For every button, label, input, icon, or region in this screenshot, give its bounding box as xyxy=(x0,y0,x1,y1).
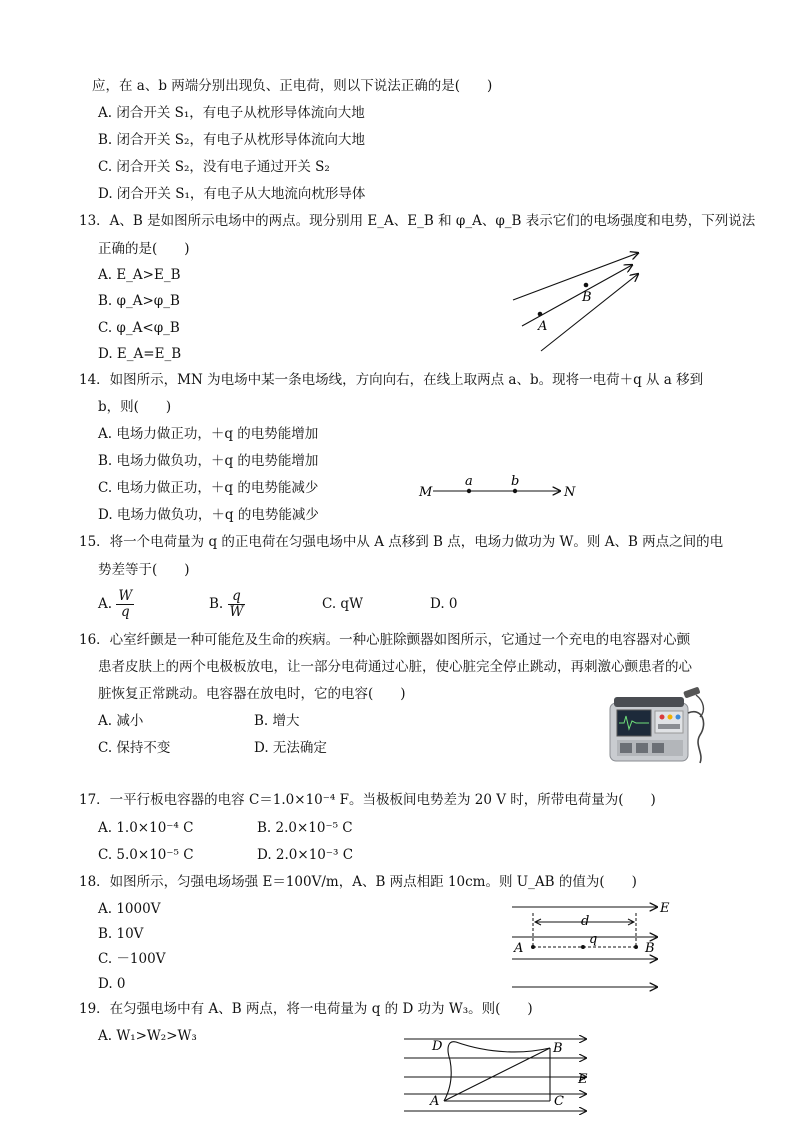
q12-option-d: D. 闭合开关 S₁，有电子从大地流向枕形导体 xyxy=(98,186,366,202)
q18-label-b: B xyxy=(645,941,655,956)
q14-stem-line1: 14．如图所示，MN 为电场中某一条电场线，方向向右，在线上取两点 a、b。现将一电荷＋q 从 a 移到 xyxy=(79,372,704,388)
q16-stem-line1: 16．心室纤颤是一种可能危及生命的疾病。一种心脏除颤器如图所示，它通过一个充电的电容器对心颤 xyxy=(79,632,691,648)
q13-stem-line2: 正确的是( ) xyxy=(98,241,190,257)
q15-option-c: C. qW xyxy=(322,596,363,612)
q16-option-b: B. 增大 xyxy=(254,713,300,729)
q18-label-a: A xyxy=(514,941,524,956)
q16-stem-line3: 脏恢复正常跳动。电容器在放电时，它的电容( ) xyxy=(98,686,406,702)
q14-stem-line2: b，则( ) xyxy=(98,399,172,415)
q19-line-ab xyxy=(444,1048,550,1101)
q15-option-d: D. 0 xyxy=(430,596,458,612)
q15-option-b-label: B. xyxy=(209,596,224,612)
q19-label-e: E xyxy=(578,1072,588,1087)
q15-option-b-numerator: q xyxy=(228,589,246,605)
q13-option-d: D. E_A=E_B xyxy=(98,346,182,362)
q19-label-d: D xyxy=(432,1039,443,1054)
q18-option-a: A. 1000V xyxy=(98,901,161,917)
q14-option-d: D. 电场力做负功，＋q 的电势能减少 xyxy=(98,507,319,523)
q19-label-a: A xyxy=(430,1094,440,1109)
q18-point-a xyxy=(531,945,535,949)
q19-label-c: C xyxy=(554,1094,564,1109)
q16-option-d: D. 无法确定 xyxy=(254,740,327,756)
q15-option-a-numerator: W xyxy=(118,588,133,604)
q12-option-a: A. 闭合开关 S₁，有电子从枕形导体流向大地 xyxy=(98,105,365,121)
q15-stem-line2: 势差等于( ) xyxy=(98,562,190,578)
q17-stem: 17．一平行板电容器的电容 C＝1.0×10⁻⁴ F。当极板间电势差为 20 V 时，所带电荷量为( ) xyxy=(79,792,656,808)
q13-label-b: B xyxy=(582,290,592,305)
q13-label-a: A xyxy=(538,319,548,334)
q13-option-c: C. φ_A<φ_B xyxy=(98,320,180,336)
q14-point-a xyxy=(467,489,471,493)
q18-option-b: B. 10V xyxy=(98,926,144,942)
q14-label-n: N xyxy=(564,485,576,500)
q14-label-a: a xyxy=(465,474,473,489)
q18-label-e: E xyxy=(660,901,670,916)
q16-stem-line2: 患者皮肤上的两个电极板放电，让一部分电荷通过心脏，使心脏完全停止跳动，再刺激心颤患者的心 xyxy=(98,659,692,675)
q18-option-d: D. 0 xyxy=(98,976,126,992)
q15-option-b-denominator: W xyxy=(229,604,244,620)
q13-field-line-2 xyxy=(522,265,632,326)
q18-stem: 18．如图所示，匀强电场场强 E＝100V/m，A、B 两点相距 10cm。则 U_AB 的值为( ) xyxy=(79,874,637,890)
q13-stem-line1: 13．A、B 是如图所示电场中的两点。现分别用 E_A、E_B 和 φ_A、φ_B 表示它们的电场强度和电势，下列说法 xyxy=(79,213,756,229)
q18-uniform-field-figure xyxy=(505,895,675,995)
q14-option-a: A. 电场力做正功，＋q 的电势能增加 xyxy=(98,426,319,442)
q18-point-b xyxy=(634,945,638,949)
q17-option-a: A. 1.0×10⁻⁴ C xyxy=(98,820,194,836)
q16-option-c: C. 保持不变 xyxy=(98,740,171,756)
q18-point-q xyxy=(581,945,585,949)
q12-stem-continuation: 应，在 a、b 两端分别出现负、正电荷，则以下说法正确的是( ) xyxy=(92,78,493,94)
q15-option-a xyxy=(98,588,134,620)
q19-label-b: B xyxy=(553,1041,563,1056)
q14-point-b xyxy=(513,489,517,493)
defibrillator-image xyxy=(600,683,712,771)
q17-option-c: C. 5.0×10⁻⁵ C xyxy=(98,847,194,863)
q15-option-a-label: A. xyxy=(98,596,113,612)
q19-stem: 19．在匀强电场中有 A、B 两点，将一电荷量为 q 的 D 功为 W₃。则( ) xyxy=(79,1001,533,1017)
q13-field-lines-figure xyxy=(505,243,655,358)
q15-stem-line1: 15．将一个电荷量为 q 的正电荷在匀强电场中从 A 点移到 B 点，电场力做功为 W。则 A、B 两点之间的电 xyxy=(79,534,724,550)
q17-option-b: B. 2.0×10⁻⁵ C xyxy=(257,820,353,836)
q15-option-b xyxy=(209,588,245,620)
q14-label-b: b xyxy=(511,474,520,489)
q13-field-line-1 xyxy=(513,253,638,300)
q15-option-b-fraction xyxy=(228,589,246,620)
q17-option-d: D. 2.0×10⁻³ C xyxy=(257,847,354,863)
q14-option-c: C. 电场力做正功，＋q 的电势能减少 xyxy=(98,480,319,496)
q18-label-d: d xyxy=(581,914,590,929)
q19-option-a: A. W₁>W₂>W₃ xyxy=(98,1028,197,1044)
q13-option-a: A. E_A>E_B xyxy=(98,267,181,283)
q18-option-c: C. －100V xyxy=(98,951,166,967)
q13-point-b xyxy=(584,283,589,288)
q15-option-a-fraction xyxy=(116,589,134,620)
q16-option-a: A. 减小 xyxy=(98,713,144,729)
q14-field-line-figure xyxy=(415,472,580,504)
q15-option-a-denominator: q xyxy=(120,604,130,620)
q12-option-c: C. 闭合开关 S₂，没有电子通过开关 S₂ xyxy=(98,159,330,175)
q13-option-b: B. φ_A>φ_B xyxy=(98,293,180,309)
q12-option-b: B. 闭合开关 S₂，有电子从枕形导体流向大地 xyxy=(98,132,365,148)
q13-field-line-3 xyxy=(541,274,638,351)
q14-option-b: B. 电场力做负功，＋q 的电势能增加 xyxy=(98,453,319,469)
q13-point-a xyxy=(538,312,543,317)
q19-path-adb xyxy=(444,1042,550,1101)
q14-label-m: M xyxy=(419,485,433,500)
q18-label-q: q xyxy=(589,932,598,947)
q19-field-figure xyxy=(398,1030,598,1120)
